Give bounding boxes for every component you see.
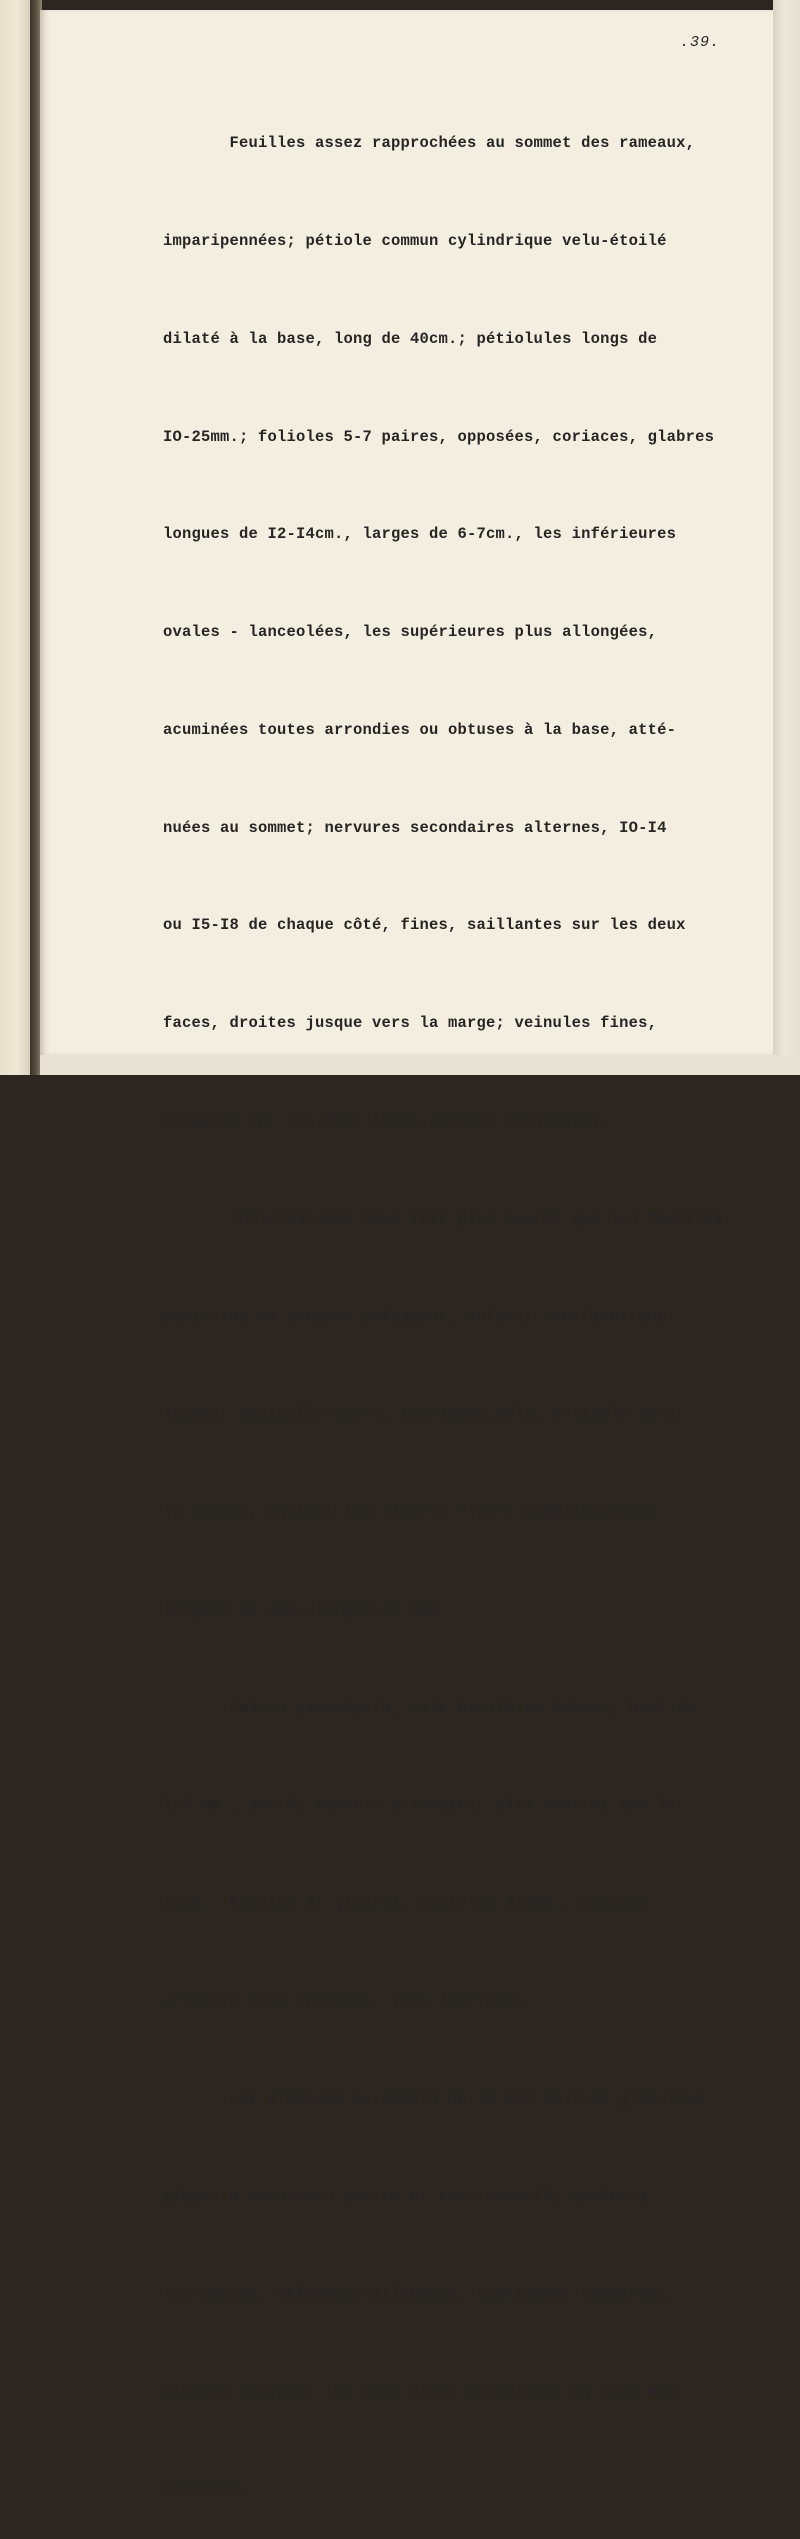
text-line: imparipennées; pétiole commun cylindrique velu-étoilé [163,231,667,250]
text-line: Calice gamosépale, velu étoilé en dehors, haut de [163,1698,696,1717]
text-line: faces, droites jusque vers la marge; veinules fines, [163,1014,658,1033]
text-line: glabres occupant les deux tiers supérieurs du tube non [163,2383,677,2402]
text-line: tétragones, oblongues allongées, courtement acuminées, [163,2285,677,2304]
text-line: visibles sur les deux faces surtout en dessous. [163,1112,610,1130]
text-line: longues de I2-I4cm., larges de 6-7cm., les inférieures [163,525,677,544]
text-line: tube. Petales 3, glabres, hauts de 3,3mm., oblongs [163,1894,648,1913]
text-line: Inflorescence deux fois plus courte que les feuilles [163,1209,724,1228]
text-line: acuminées toutes arrondies ou obtuses à la base, atté- [163,720,677,739]
text-line: exsertes. [163,2480,249,2499]
facing-page-edge [0,0,30,1075]
text-line: arrondis très concaves, très imbriqués. [163,1992,534,2011]
text-line: glabre à ouverture petite et bord crenelé; anthères [163,2187,648,2206]
text-line: I,5 mm., denté; dents 4 arrondies, plus courtes que le [163,1796,677,1815]
text-line: IO-25mm.; folioles 5-7 paires, opposées, coriaces, glabres [163,427,715,446]
text-line: Feuilles assez rapprochées au sommet des rameaux, [163,134,696,153]
text-line: panicules ou grappes polygames, velues; ramifications [163,1307,667,1326]
page-stack-edge [773,0,800,1075]
text-line: le sommet, égalant les fleurs; fleurs subglobuleuses [163,1503,658,1522]
text-line: Les étamines au nombre de IO ont un tube globuleux [163,2089,705,2108]
page-number: .39. [680,34,721,51]
text-line: longues de 4mm.,larges de 3mm. [163,1600,449,1619]
text-line: ou I5-I8 de chaque côté, fines, saillantes sur les deux [163,916,686,935]
typed-text-body [163,62,763,2539]
text-line: nuées au sommet; nervures secondaires alternes, IO-I4 [163,818,667,837]
text-line: dilaté à la base, long de 40cm.; pétiolules longs de [163,329,658,348]
text-line: ovales - lanceolées, les supérieures plus allongées, [163,623,658,642]
text-line: lâches; pédicelle court, tétragone,velu, articulé vers [163,1405,677,1424]
